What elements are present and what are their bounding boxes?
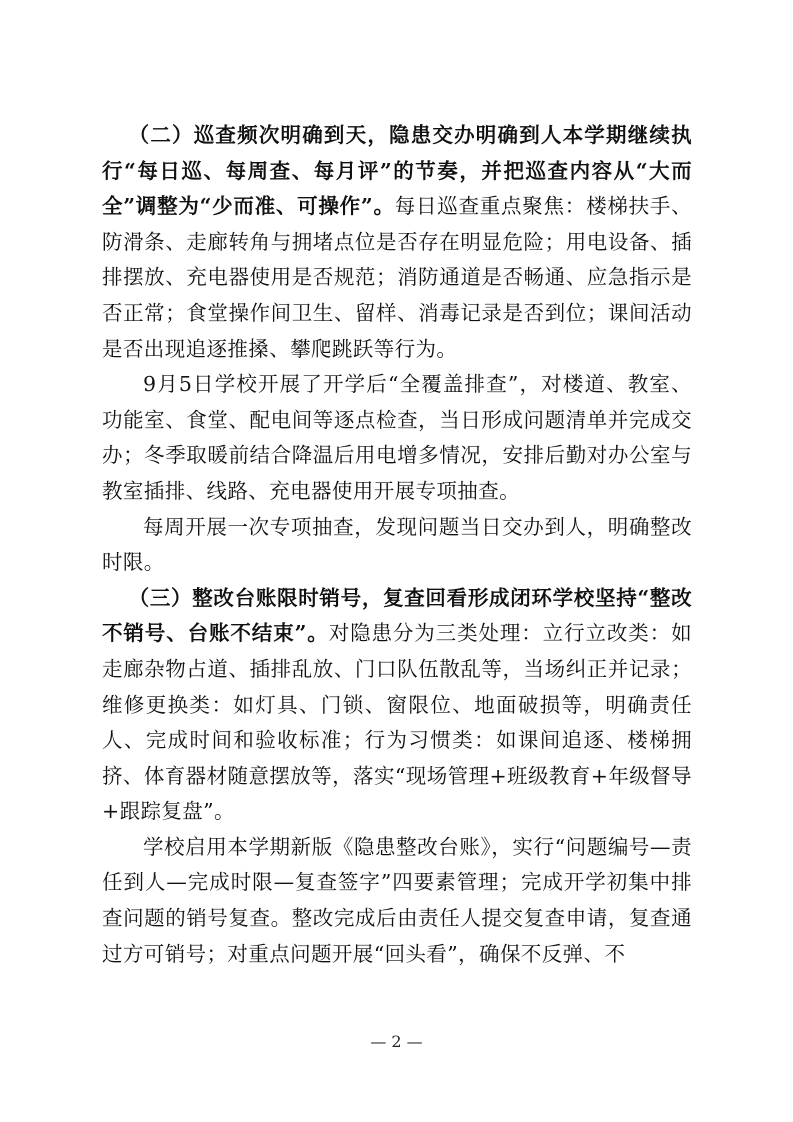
paragraph-text: 学校启用本学期新版《隐患整改台账》，实行“问题编号—责任到人—完成时限—复查签字”四要素管理；完成开学初集中排查问题的销号复查。整改完成后由责任人提交复查申请，复查通过方可销号；对重点问题开展“回头看”，确保不反弹、不 <box>102 834 692 966</box>
paragraph-text: 对隐患分为三类处理：立行立改类：如走廊杂物占道、插排乱放、门口队伍散乱等，当场纠正并记录；维修更换类：如灯具、门锁、窗限位、地面破损等，明确责任人、完成时间和验收标准；行为习惯类：如课间追逐、楼梯拥挤、体育器材随意摆放等，落实“现场管理+班级教育+年级督导+跟踪复盘”。 <box>102 621 692 824</box>
paragraph-inspection-frequency <box>102 118 692 367</box>
document-body <box>102 118 692 972</box>
paragraph-full-coverage-check <box>102 367 692 509</box>
paragraph-text: 每周开展一次专项抽查，发现问题当日交办到人，明确整改时限。 <box>102 514 692 575</box>
paragraph-ledger-management <box>102 830 692 972</box>
paragraph-rectification-ledger <box>102 581 692 830</box>
paragraph-text: 每日巡查重点聚焦：楼梯扶手、防滑条、走廊转角与拥堵点位是否存在明显危险；用电设备、插排摆放、充电器使用是否规范；消防通道是否畅通、应急指示是否正常；食堂操作间卫生、留样、消毒记录是否到位；课间活动是否出现追逐推搡、攀爬跳跃等行为。 <box>102 194 692 361</box>
section-heading-two: （二）巡查频次明确到天，隐患交办明确到人本学期继续执行“每日巡、每周查、每月评”的节奏，并把巡查内容从“大而全”调整为“少而准、可操作”。 <box>102 123 692 219</box>
paragraph-weekly-check <box>102 510 692 581</box>
page-number: — 2 — <box>370 1032 423 1051</box>
section-heading-three: （三）整改台账限时销号，复查回看形成闭环学校坚持“整改不销号、台账不结束”。 <box>102 585 692 646</box>
paragraph-text: 9月5日学校开展了开学后“全覆盖排查”，对楼道、教室、功能室、食堂、配电间等逐点检查，当日形成问题清单并完成交办；冬季取暖前结合降温后用电增多情况，安排后勤对办公室与教室插排、线路、充电器使用开展专项抽查。 <box>102 372 692 503</box>
